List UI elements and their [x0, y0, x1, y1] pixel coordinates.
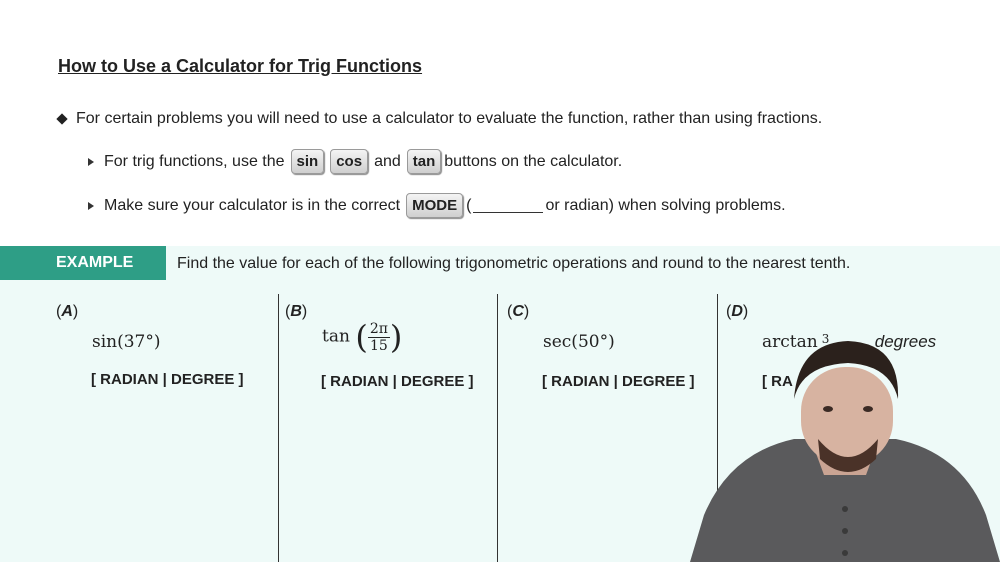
fill-in-blank: [473, 198, 543, 213]
main-bullet: [58, 110, 822, 128]
mode-key: MODE: [406, 193, 463, 218]
sub-bullet-trig-keys: [88, 149, 622, 174]
example-instructions: Find the value for each of the following trigonometric operations and round to the nearest tenth.: [177, 255, 851, 272]
part-d-function: arctan: [762, 332, 818, 352]
diamond-bullet-icon: [56, 113, 67, 124]
part-b-mode-choice: [ RADIAN | DEGREE ]: [321, 373, 474, 390]
and-text: and: [374, 152, 401, 170]
left-paren: (: [355, 318, 368, 356]
part-c-expression: sec(50°): [543, 332, 615, 352]
part-b-fraction: [368, 321, 390, 354]
sub-bullet-suffix: buttons on the calculator.: [444, 152, 623, 170]
part-d-mode-choice: [ RA: [762, 373, 793, 390]
part-b-label: (B): [285, 303, 308, 320]
sub-bullet-mode: [88, 193, 786, 218]
column-divider: [497, 294, 498, 562]
part-c-mode-choice: [ RADIAN | DEGREE ]: [542, 373, 695, 390]
part-b-function: tan: [322, 326, 350, 347]
main-bullet-text: For certain problems you will need to use a calculator to evaluate the function, rather than using fractions.: [76, 110, 823, 127]
mode-suffix: or radian) when solving problems.: [545, 196, 786, 214]
sin-key: sin: [291, 149, 325, 174]
cos-key: cos: [330, 149, 368, 174]
tan-key: tan: [407, 149, 442, 174]
part-c-label: (C): [507, 303, 530, 320]
part-d-label: (D): [726, 303, 749, 320]
mode-open-paren: (: [466, 196, 472, 214]
column-divider: [278, 294, 279, 562]
part-b-denominator: 15: [369, 337, 388, 354]
part-b-expression: [322, 318, 402, 356]
part-a-label: (A): [56, 303, 79, 320]
sub-bullet-prefix: For trig functions, use the: [104, 152, 285, 170]
part-d-unit: degrees: [874, 332, 937, 351]
part-a-expression: sin(37°): [92, 332, 161, 352]
right-paren: ): [389, 318, 403, 356]
page-title: How to Use a Calculator for Trig Functions: [58, 56, 423, 76]
part-d-numerator: 3: [821, 332, 830, 346]
part-b-numerator: 2π: [369, 320, 388, 337]
triangle-bullet-icon: [88, 202, 94, 210]
presenter-video: [690, 335, 1000, 562]
example-tag: EXAMPLE: [0, 246, 166, 280]
mode-prefix: Make sure your calculator is in the correct: [104, 196, 401, 214]
part-a-mode-choice: [ RADIAN | DEGREE ]: [91, 371, 244, 388]
triangle-bullet-icon: [88, 158, 94, 166]
